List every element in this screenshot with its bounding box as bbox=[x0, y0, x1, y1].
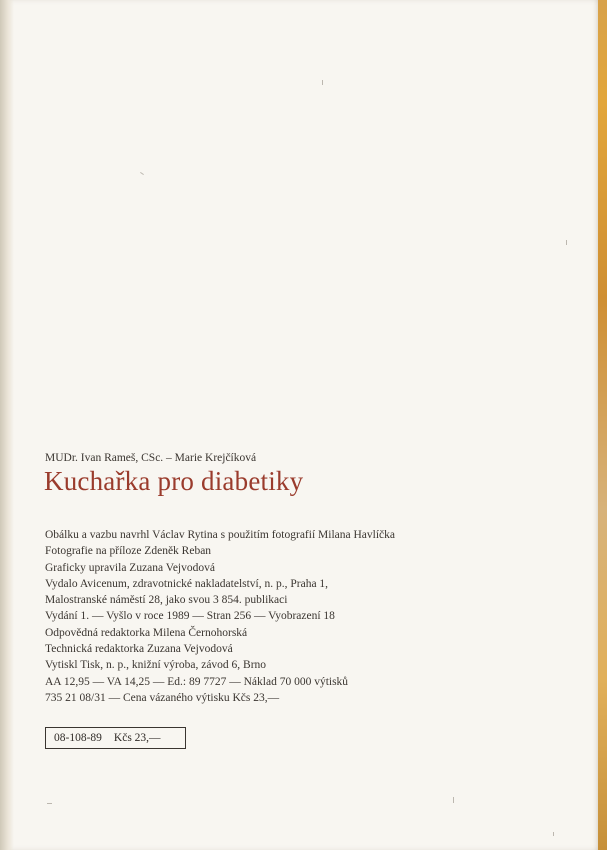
paper-speck bbox=[553, 832, 554, 836]
paper-speck bbox=[566, 240, 567, 245]
credit-line: 735 21 08/31 — Cena vázaného výtisku Kčs 23,— bbox=[45, 691, 280, 704]
price-box bbox=[45, 727, 186, 749]
credit-line: Vytiskl Tisk, n. p., knižní výroba, závod 6, Brno bbox=[45, 659, 267, 672]
cover-edge bbox=[598, 0, 607, 850]
credit-line: Graficky upravila Zuzana Vejvodová bbox=[45, 561, 215, 574]
paper-speck bbox=[47, 803, 52, 804]
credit-line: Odpovědná redaktorka Milena Černohorská bbox=[45, 626, 248, 639]
credit-line: Fotografie na příloze Zdeněk Reban bbox=[45, 545, 212, 558]
price-label: Kčs 23,— bbox=[113, 732, 161, 744]
binding-shadow bbox=[0, 0, 14, 850]
credit-line: Vydalo Avicenum, zdravotnické nakladatelství, n. p., Praha 1, bbox=[45, 577, 329, 590]
credit-line: Obálku a vazbu navrhl Václav Rytina s použitím fotografií Milana Havlíčka bbox=[45, 529, 395, 541]
credit-line: Malostranské náměstí 28, jako svou 3 854. publikaci bbox=[45, 594, 288, 607]
imprint-credits bbox=[45, 527, 395, 706]
author-line: MUDr. Ivan Rameš, CSc. – Marie Krejčíková bbox=[45, 452, 257, 464]
credit-line: Vydání 1. — Vyšlo v roce 1989 — Stran 256 — Vyobrazení 18 bbox=[45, 610, 335, 623]
catalog-code: 08-108-89 bbox=[54, 732, 102, 744]
credit-line: Technická redaktorka Zuzana Vejvodová bbox=[45, 643, 233, 656]
paper-speck bbox=[322, 80, 323, 85]
paper-speck bbox=[140, 172, 144, 175]
credit-line: AA 12,95 — VA 14,25 — Ed.: 89 7727 — Náklad 70 000 výtisků bbox=[45, 675, 349, 688]
book-title: Kuchařka pro diabetiky bbox=[44, 466, 304, 496]
paper-speck bbox=[453, 797, 454, 803]
